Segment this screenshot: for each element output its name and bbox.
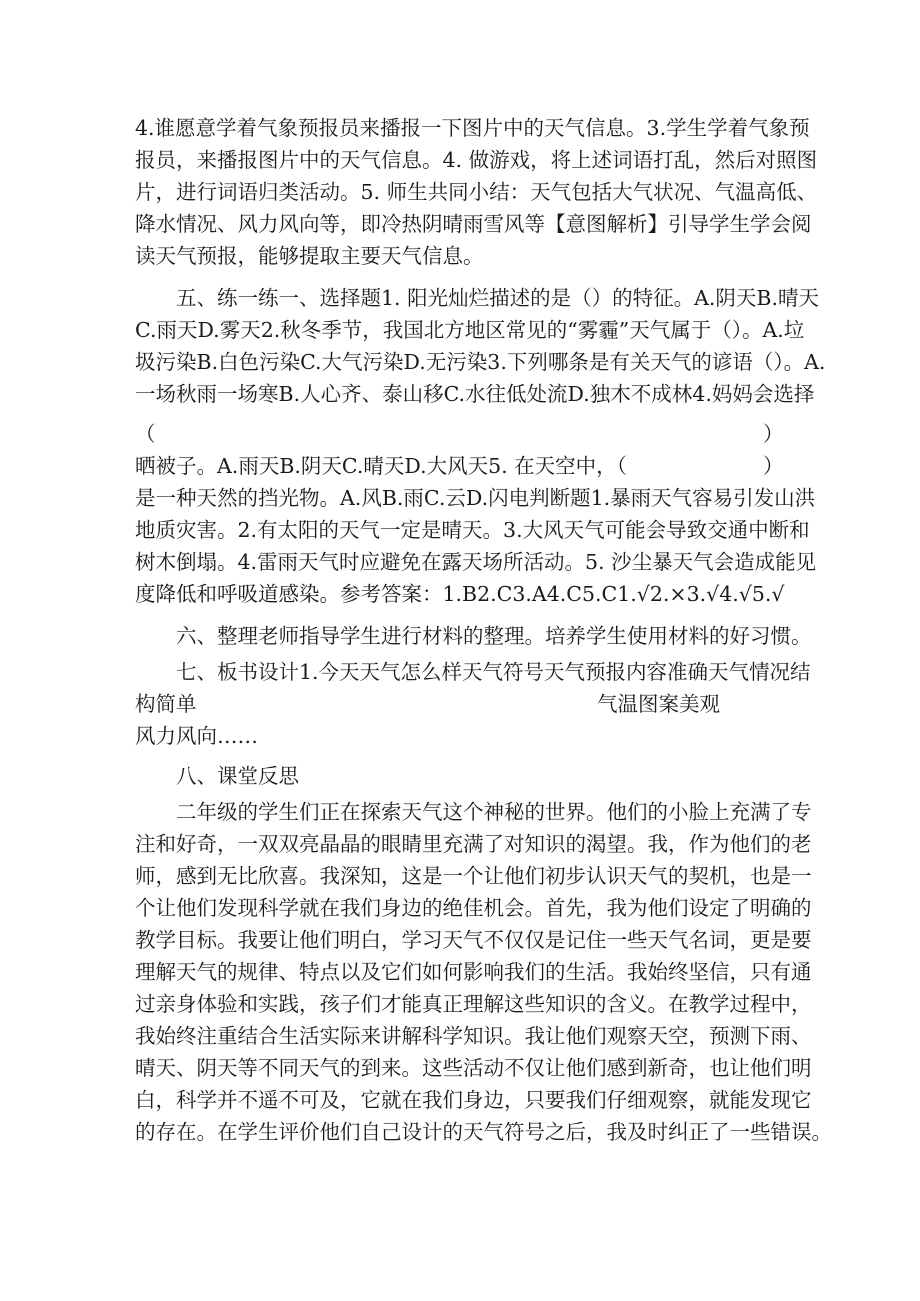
text-line: 是一种天然的挡光物。A.风B.雨C.云D.闪电判断题1.暴雨天气容易引发山洪: [135, 486, 816, 510]
text-line: 我始终注重结合生活实际来讲解科学知识。我让他们观察天空，预测下雨、: [135, 1024, 812, 1048]
text-line: [135, 450, 795, 482]
text-line: 师，感到无比欣喜。我深知，这是一个让他们初步认识天气的契机，也是一: [135, 864, 812, 888]
text-line: 一场秋雨一场寒B.人心齐、泰山移C.水往低处流D.独木不成林4.妈妈会选择: [135, 382, 815, 406]
text-line: 的存在。在学生评价他们自己设计的天气符号之后，我及时纠正了一些错误。: [135, 1120, 832, 1144]
text-line: 度降低和呼吸道感染。参考答案：1.B2.C3.A4.C5.C1.√2.×3.√4.√5.√: [135, 582, 785, 606]
text-line: 圾污染B.白色污染C.大气污染D.无污染3.下列哪条是有关天气的谚语（）。A.: [135, 350, 826, 374]
open-bracket: （: [135, 422, 156, 446]
text-line: 树木倒塌。4.雷雨天气时应避免在露天场所活动。5. 沙尘暴天气会造成能见: [135, 550, 817, 574]
text-line: C.雨天D.雾天2.秋冬季节，我国北方地区常见的“雾霾”天气属于（）。A.垃: [135, 318, 805, 342]
text-line: 过亲身体验和实践，孩子们才能真正理解这些知识的含义。在教学过程中，: [135, 992, 812, 1016]
text-line: [135, 418, 795, 450]
text-line: [135, 688, 795, 720]
line-text: 构简单: [135, 692, 197, 716]
close-bracket: ）: [763, 422, 784, 446]
text-line: 教学目标。我要让他们明白，学习天气不仅仅是记住一些天气名词，更是要: [135, 928, 812, 952]
text-line: 理解天气的规律、特点以及它们如何影响我们的生活。我始终坚信，只有通: [135, 960, 812, 984]
text-line: 注和好奇，一双双亮晶晶的眼睛里充满了对知识的渴望。我，作为他们的老: [135, 832, 812, 856]
text-line: 风力风向……: [135, 724, 258, 748]
line-text: 气温图案美观: [597, 692, 720, 716]
text-line: 读天气预报，能够提取主要天气信息。: [135, 244, 484, 268]
section-heading: 七、板书设计1.今天天气怎么样天气符号天气预报内容准确天气情况结: [176, 660, 811, 684]
text-line: 个让他们发现科学就在我们身边的绝佳机会。首先，我为他们设定了明确的: [135, 896, 812, 920]
text-line: 二年级的学生们正在探索天气这个神秘的世界。他们的小脸上充满了专: [176, 800, 812, 824]
text-line: 白，科学并不遥不可及，它就在我们身边，只要我们仔细观察，就能发现它: [135, 1088, 812, 1112]
text-line: 晴天、阴天等不同天气的到来。这些活动不仅让他们感到新奇，也让他们明: [135, 1056, 812, 1080]
close-bracket: ）: [763, 454, 784, 478]
text-line: 片，进行词语归类活动。5. 师生共同小结：天气包括大气状况、气温高低、: [135, 180, 818, 204]
text-line: 五、练一练一、选择题1. 阳光灿烂描述的是（）的特征。A.阴天B.晴天: [176, 286, 819, 310]
section-heading: 六、整理老师指导学生进行材料的整理。培养学生使用材料的好习惯。: [176, 624, 812, 648]
line-text: 晒被子。A.雨天B.阴天C.晴天D.大风天5. 在天空中，（: [135, 454, 627, 478]
text-line: 4.谁愿意学着气象预报员来播报一下图片中的天气信息。3.学生学着气象预: [135, 116, 810, 140]
section-heading: 八、课堂反思: [176, 764, 299, 788]
text-line: 报员，来播报图片中的天气信息。4. 做游戏，将上述词语打乱，然后对照图: [135, 148, 818, 172]
text-line: 降水情况、风力风向等，即冷热阴晴雨雪风等【意图解析】引导学生学会阅: [135, 212, 812, 236]
text-line: 地质灾害。2.有太阳的天气一定是晴天。3.大风天气可能会导致交通中断和: [135, 518, 810, 542]
